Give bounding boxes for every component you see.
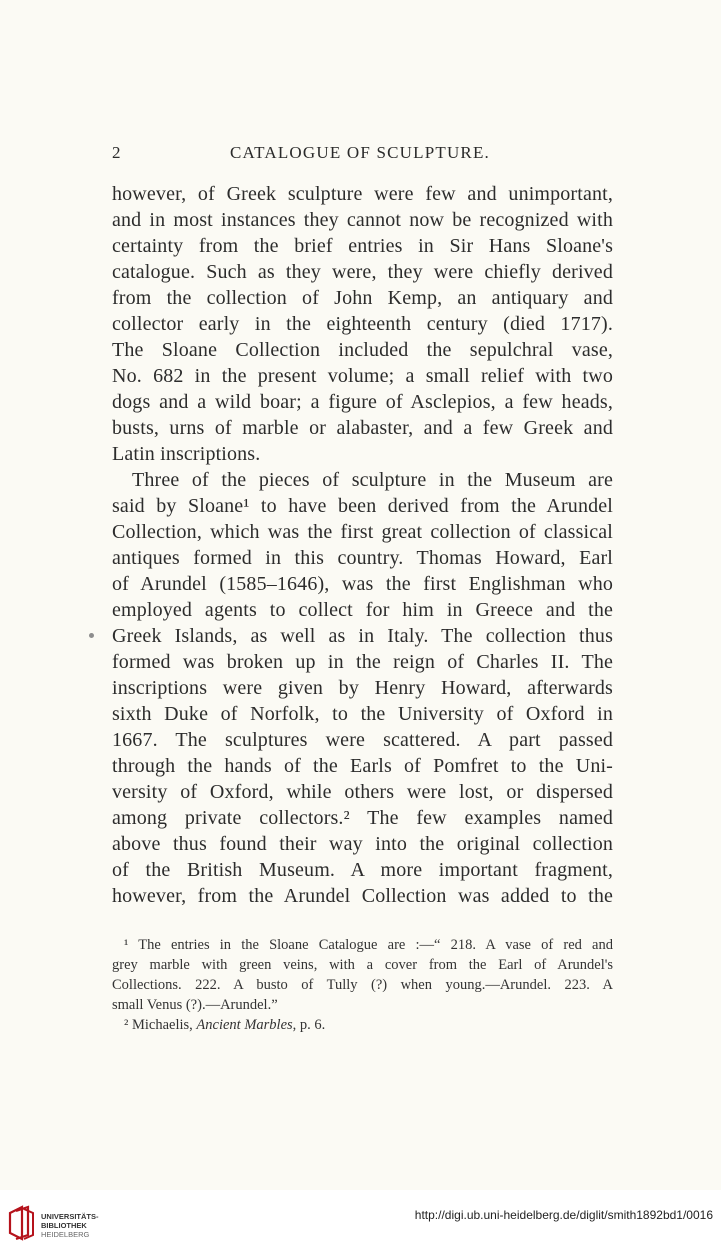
- body-line: versity of Oxford, while others were lost, or dispersed: [112, 781, 613, 803]
- library-name-line: UNIVERSITÄTS-: [41, 1212, 99, 1221]
- body-line: 1667. The sculptures were scattered. A part passed: [112, 729, 613, 751]
- body-line: dogs and a wild boar; a figure of Asclepios, a few heads,: [112, 391, 613, 413]
- margin-dot-mark: [89, 633, 94, 638]
- footnote-line: Collections. 222. A busto of Tully (?) when young.—Arundel. 223. A: [112, 977, 613, 993]
- footnote-line: small Venus (?).—Arundel.”: [112, 997, 278, 1013]
- body-line: and in most instances they cannot now be recognized with: [112, 209, 613, 231]
- body-line: however, of Greek sculpture were few and unimportant,: [112, 183, 613, 205]
- body-line: Latin inscriptions.: [112, 443, 261, 465]
- body-line: busts, urns of marble or alabaster, and a few Greek and: [112, 417, 613, 439]
- body-line: however, from the Arundel Collection was added to the: [112, 885, 613, 907]
- body-line: Three of the pieces of sculpture in the Museum are: [132, 469, 613, 491]
- body-line: of the British Museum. A more important fragment,: [112, 859, 613, 881]
- source-url-link[interactable]: http://digi.ub.uni-heidelberg.de/diglit/smith1892bd1/0016: [414, 1208, 713, 1222]
- running-head: [112, 143, 617, 167]
- body-line: employed agents to collect for him in Greece and the: [112, 599, 613, 621]
- body-line: above thus found their way into the original collection: [112, 833, 613, 855]
- body-line: collector early in the eighteenth century (died 1717).: [112, 313, 613, 335]
- body-line: certainty from the brief entries in Sir Hans Sloane's: [112, 235, 613, 257]
- body-line: sixth Duke of Norfolk, to the University of Oxford in: [112, 703, 613, 725]
- footnote-line: ¹ The entries in the Sloane Catalogue are :—“ 218. A vase of red and: [124, 937, 613, 953]
- page-number: 2: [112, 143, 122, 162]
- body-line: of Arundel (1585–1646), was the first Englishman who: [112, 573, 613, 595]
- library-name: [41, 1212, 99, 1239]
- body-line: through the hands of the Earls of Pomfret to the Uni-: [112, 755, 613, 777]
- body-line: among private collectors.² The few examples named: [112, 807, 613, 829]
- footnote-line: ² Michaelis, Ancient Marbles, p. 6.: [124, 1017, 326, 1033]
- body-line: formed was broken up in the reign of Charles II. The: [112, 651, 613, 673]
- body-line: said by Sloane¹ to have been derived from the Arundel: [112, 495, 613, 517]
- body-line: from the collection of John Kemp, an antiquary and: [112, 287, 613, 309]
- body-line: inscriptions were given by Henry Howard, afterwards: [112, 677, 613, 699]
- library-name-line: BIBLIOTHEK: [41, 1221, 87, 1230]
- body-line: Collection, which was the first great collection of classical: [112, 521, 613, 543]
- library-name-line: HEIDELBERG: [41, 1230, 90, 1239]
- body-line: Greek Islands, as well as in Italy. The collection thus: [112, 625, 613, 647]
- footnote-line: grey marble with green veins, with a cover from the Earl of Arundel's: [112, 957, 613, 973]
- body-line: The Sloane Collection included the sepulchral vase,: [112, 339, 613, 361]
- running-title: CATALOGUE OF SCULPTURE.: [230, 143, 491, 162]
- cited-title: Ancient Marbles: [196, 1017, 293, 1033]
- heidelberg-logo-icon: [6, 1205, 36, 1241]
- body-line: antiques formed in this country. Thomas Howard, Earl: [112, 547, 613, 569]
- body-line: No. 682 in the present volume; a small relief with two: [112, 365, 613, 387]
- body-line: catalogue. Such as they were, they were chiefly derived: [112, 261, 613, 283]
